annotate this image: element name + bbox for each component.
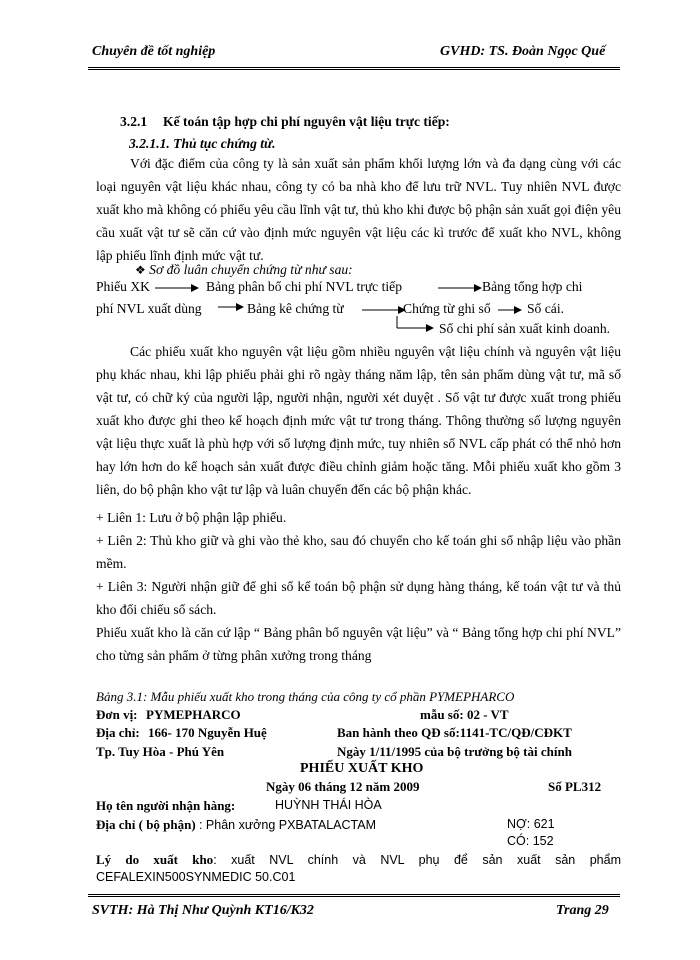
flow-arrow-4 <box>362 305 406 315</box>
form-title: PHIẾU XUẤT KHO <box>300 761 424 776</box>
flow-node-so-chi-phi: Sổ chi phí sản xuất kinh doanh. <box>439 321 611 336</box>
form-issued-by: Ban hành theo QĐ số:1141-TC/QĐ/CĐKT <box>337 725 572 740</box>
header-left: Chuyên đề tốt nghiệp <box>92 44 216 59</box>
lien-3: + Liên 3: Người nhận giữ để ghi sổ kế toán bộ phận sử dụng hàng tháng, kế toán vật tư và thủ kho đối chiếu sổ sách. <box>96 579 621 617</box>
flow-node-phieu-xk: Phiếu XK <box>96 279 150 294</box>
flow-arrow-6 <box>396 316 436 336</box>
flow-arrow-3 <box>218 302 244 312</box>
footer-right: Trang 29 <box>556 903 609 918</box>
form-issued-date: Ngày 1/11/1995 của bộ trưởng bộ tài chính <box>337 744 572 759</box>
flow-arrow-1 <box>155 283 199 293</box>
diamond-bullet-icon: ❖ <box>135 263 146 277</box>
paragraph-1: Với đặc điểm của công ty là sản xuất sản phẩm khối lượng lớn và đa dạng cùng với các loại nguyên vật liệu khác nhau, công ty có ba nhà kho để lưu trữ NVL. Tuy nhiên NVL được xuất kho mà không có phiếu yêu cầu lĩnh vật tư, thủ kho khi được bộ phận sản xuất gọi điện yêu cầu xuất vật tư sẽ căn cứ vào định mức nguyên vật liệu các kì trước để xuất kho NVL, không lập phiếu lĩnh định mức vật tư. <box>96 156 621 263</box>
form-dept-label: Địa chỉ ( bộ phận) <box>96 817 196 832</box>
flow-node-bang-tong-hop: Bảng tổng hợp chi <box>482 279 583 294</box>
flow-arrow-2 <box>438 283 482 293</box>
flow-node-bang-ke: Bảng kê chứng từ <box>247 301 344 316</box>
section-number: 3.2.1 <box>120 114 148 129</box>
header-right: GVHD: TS. Đoàn Ngọc Quế <box>440 44 606 59</box>
form-address-value: 166- 170 Nguyễn Huệ <box>148 725 267 740</box>
flow-node-so-cai: Sổ cái. <box>527 301 564 316</box>
form-number-template: mẫu số: 02 - VT <box>420 707 509 722</box>
form-receiver-label: Họ tên người nhận hàng: <box>96 798 236 813</box>
paragraph-3: Phiếu xuất kho là căn cứ lập “ Bảng phân bổ nguyên vật liệu” và “ Bảng tổng hợp chi phí NVL” cho từng sản phẩm ở từng phân xưởng trong tháng <box>96 625 621 663</box>
form-receiver-value: HUỲNH THÁI HÒA <box>275 798 382 812</box>
flow-heading-row <box>135 262 353 278</box>
form-address-label: Địa chỉ: <box>96 725 140 740</box>
form-city: Tp. Tuy Hòa - Phú Yên <box>96 744 225 759</box>
flow-node-bang-phan-bo: Bảng phân bổ chi phí NVL trực tiếp <box>206 279 403 294</box>
form-debit: NỢ: 621 <box>507 817 555 831</box>
form-reason-product: CEFALEXIN500SYNMEDIC 50.C01 <box>96 870 296 884</box>
table-caption: Bảng 3.1: Mẫu phiếu xuất kho trong tháng của công ty cổ phần PYMEPHARCO <box>96 689 515 704</box>
flow-node-chung-tu-ghi-so: Chứng từ ghi sổ <box>403 301 491 316</box>
form-credit: CÓ: 152 <box>507 834 554 848</box>
form-dept-value: : Phân xưởng PXBATALACTAM <box>198 818 376 832</box>
lien-2: + Liên 2: Thủ kho giữ và ghi vào thẻ kho, sau đó chuyển cho kế toán ghi sổ nhập liệu vào phần mềm. <box>96 533 621 571</box>
form-unit-label: Đơn vị: <box>96 707 138 722</box>
flow-node-bang-tong-hop-cont: phí NVL xuất dùng <box>96 301 202 316</box>
lien-1: + Liên 1: Lưu ở bộ phận lập phiếu. <box>96 510 287 525</box>
form-doc-number: Số PL312 <box>548 779 602 794</box>
form-dept-row <box>96 817 376 833</box>
paragraph-2: Các phiếu xuất kho nguyên vật liệu gồm nhiều nguyên vật liệu chính và nguyên vật liệu phụ khác nhau, khi lập phiếu phải ghi rõ ngày tháng năm lập, tên sản phẩm dùng vật tư, mã số vật tư, có chữ ký của người lập, người nhận, người xét duyệt . Số vật tư được xuất trong phiếu xuất kho được ghi theo kế hoạch định mức vật tư trong tháng. Thông thường số lượng nguyên vật liệu thực xuất là phù hợp với số lượng định mức, tuy nhiên số NVL cấp phát có thể nhỏ hơn hay lớn hơn do kế hoạch sản xuất được điều chỉnh giảm hoặc tăng. Mỗi phiếu xuất kho gồm 3 liên, do bộ phận kho vật tư lập và luân chuyển đến các bộ phận khác. <box>96 344 621 497</box>
flow-arrow-5 <box>498 305 522 315</box>
header-divider <box>88 67 620 70</box>
flow-heading: Sơ đồ luân chuyển chứng từ như sau: <box>149 262 353 277</box>
subheading: 3.2.1.1. Thủ tục chứng từ. <box>129 136 276 151</box>
form-date: Ngày 06 tháng 12 năm 2009 <box>266 779 420 794</box>
form-reason-label: Lý do xuất kho <box>96 852 214 867</box>
footer-left: SVTH: Hà Thị Như Quỳnh KT16/K32 <box>92 903 314 918</box>
footer-divider <box>88 894 620 897</box>
form-reason-row <box>96 852 621 868</box>
section-title: Kế toán tập hợp chi phí nguyên vật liệu trực tiếp: <box>163 114 450 129</box>
form-reason-value: : xuất NVL chính và NVL phụ để sản xuất sản phẩm <box>213 853 621 867</box>
form-unit-value: PYMEPHARCO <box>146 707 241 722</box>
